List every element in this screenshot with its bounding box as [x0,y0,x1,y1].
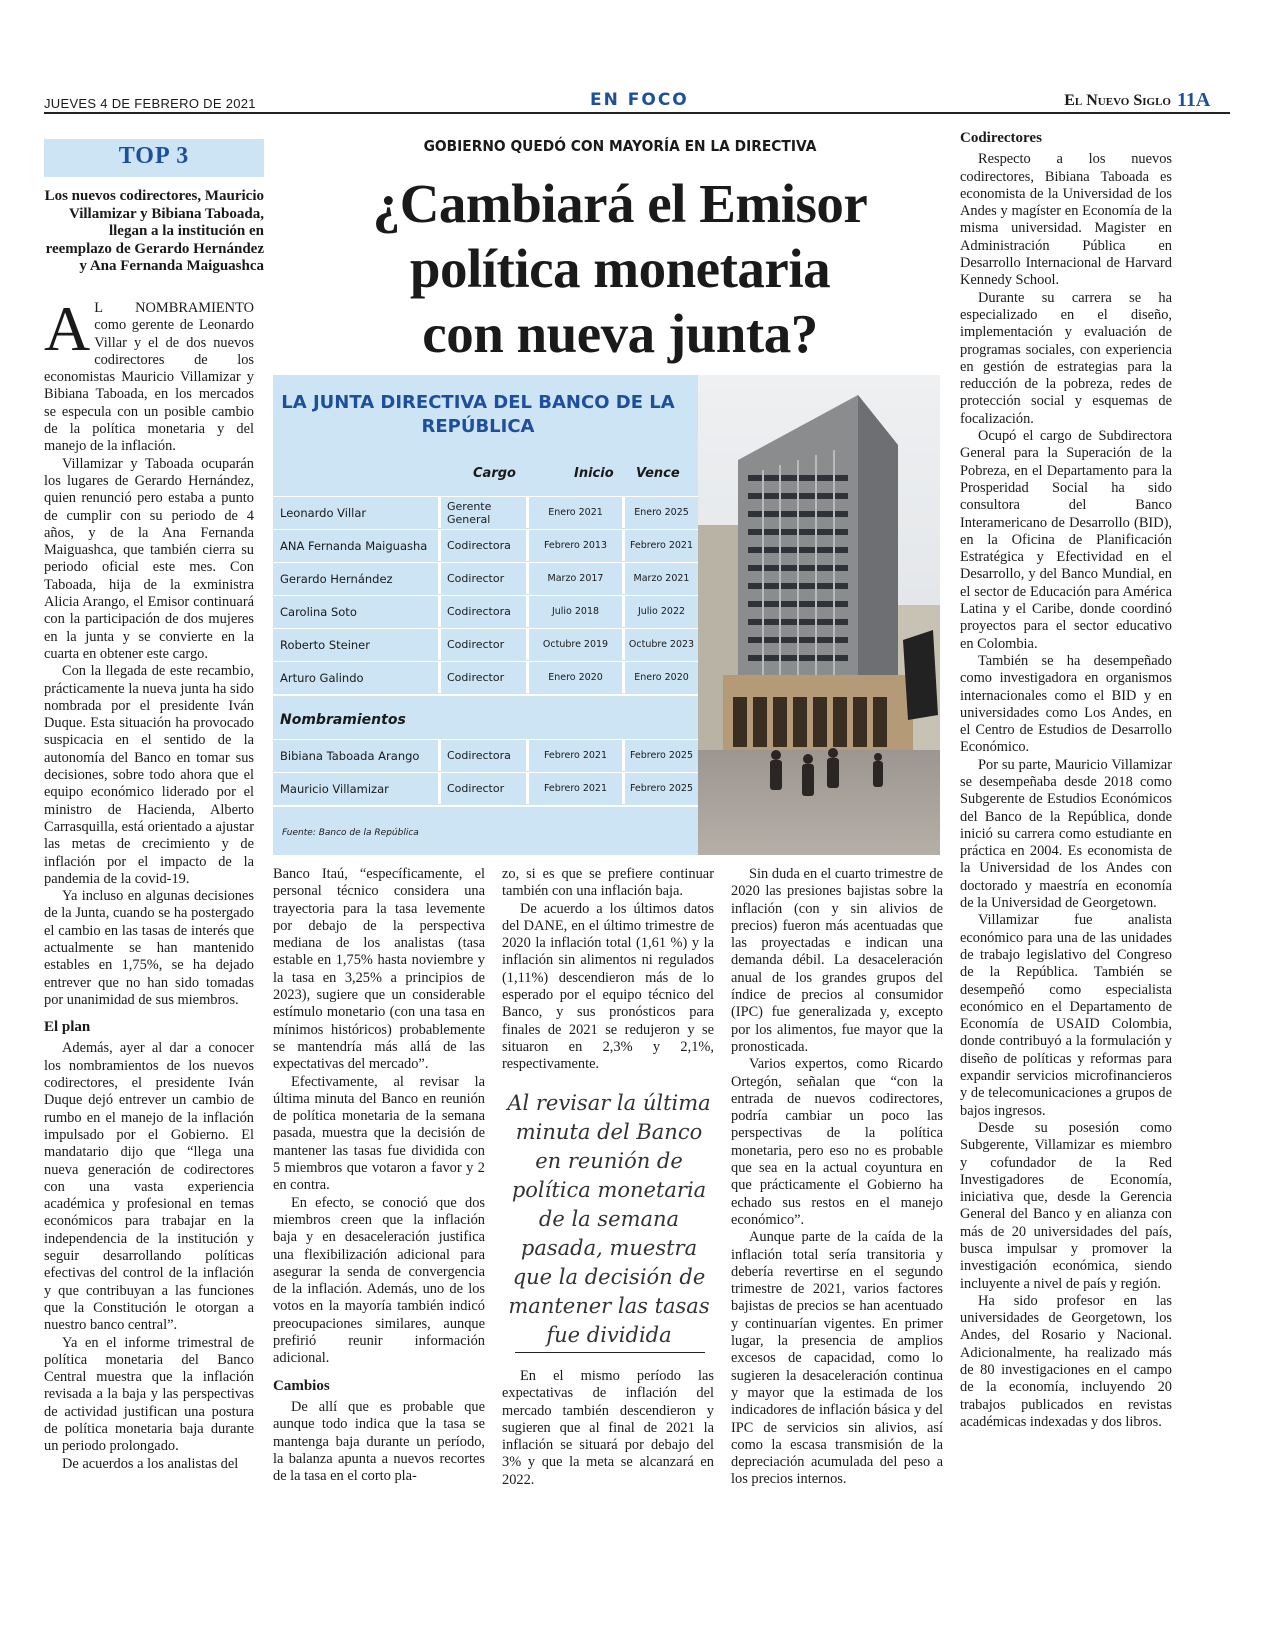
subhead-codirectores: Codirectores [960,130,1042,146]
subhead-plan: El plan [44,1019,91,1036]
bank-building-photo [698,375,940,855]
nombramientos-title: Nombramientos [280,712,406,728]
table-rule [273,694,698,696]
body-paragraph: Villamizar y Taboada ocuparán los lugares de Gerardo Hernández, quien renunció pero estaba a punto de cumplir con su periodo de 4 años, y de la Ana Fernanda Maiguashca, que también cierra su periodo oficial este mes. Con Taboada, hija de la exministra Alicia Arango, el Emisor continuará con la participación de dos mujeres en la junta y se convierte en la cuarta en obtener este cargo. [44,455,254,662]
header-rule [44,112,1230,114]
cell-name: Carolina Soto [273,596,441,627]
cell-vence: Enero 2020 [625,662,698,693]
column-3 [502,866,714,1074]
table-row [273,562,698,595]
body-paragraph: Aunque parte de la caída de la inflación total sería transitoria y debería revertirse en el segundo trimestre de 2021, varios factores bajistas de precios se han acentuado y continuarían vigentes. En primer lugar, la presencia de amplios excesos de capacidad, como lo sugieren la desaceleración continua y mayor que la estimada de los indicadores de inflación básica y del IPC de servicios sin alivios, así como la escasa transmisión de la depreciación acumulada del peso a los precios internos. [731,1229,943,1488]
drop-cap: A [44,293,91,364]
issue-date: JUEVES 4 DE FEBRERO DE 2021 [44,96,256,111]
subhead-cambios: Cambios [273,1377,330,1394]
body-paragraph: Sin duda en el cuarto trimestre de 2020 las presiones bajistas sobre la inflación (con y sin alivios de precios) fueron más acentuadas que las proyectadas e indican una demanda débil. La desaceleración anual de los grandes grupos del índice de precios al consumidor (IPC) fue generalizada y, excepto por los alimentos, fue mayor que la pronosticada. [731,866,943,1055]
column-1 [44,293,254,1473]
publication-name: El Nuevo Siglo [1064,92,1171,109]
cell-cargo: Codirectora [441,596,529,627]
lead-paragraph: A L NOMBRAMIENTO como gerente de Leonardo Villar y el de dos nuevos codirectores de los economistas Mauricio Villamizar y Bibiana Taboada, en los mercados se especula con un posible cambio de la política monetaria y del manejo de la inflación. [44,293,254,455]
cell-vence: Enero 2025 [625,497,698,528]
building-illustration [698,375,940,855]
body-paragraph: Por su parte, Mauricio Villamizar se desempeñaba desde 2018 como Subgerente de Estudios Económicos del Banco de la República, donde inició su carrera como estudiante en práctica en 2004. Es economista de la Universidad de los Andes con doctorado y maestría en economía de la Universidad de Georgetown. [960,756,1172,912]
cell-cargo: Gerente General [441,497,529,528]
top3-summary: Los nuevos codirectores, Mauricio Villamizar y Bibiana Taboada, llegan a la institución en reemplazo de Gerardo Hernández y Ana Fernanda Maiguashca [44,188,264,274]
body-paragraph: Durante su carrera se ha especializado en el diseño, implementación y evaluación de programas sociales, con experiencia en gestión de estrategias para la reducción de la pobreza, redes de protección social y esquemas de focalización. [960,289,1172,427]
cell-cargo: Codirectora [441,530,529,561]
cell-name: Arturo Galindo [273,662,441,693]
table-row [273,595,698,628]
body-paragraph: Ya en el informe trimestral de política monetaria del Banco Central muestra que la inflación revisada a la baja y las perspectivas de actividad justifican una postura de política monetaria baja durante un periodo prolongado. [44,1334,254,1455]
cell-name: Gerardo Hernández [273,563,441,594]
cell-vence: Febrero 2021 [625,530,698,561]
cell-name: Roberto Steiner [273,629,441,660]
body-paragraph: Ha sido profesor en las universidades de Georgetown, los Andes, del Rosario y Nacional. Adicionalmente, ha realizado más de 80 investigaciones en el campo de la economía, incluyendo 20 trabajos publicados en revistas académicas indexadas y dos libros. [960,1292,1172,1430]
body-paragraph: Villamizar fue analista económico para una de las unidades de trabajo legislativo del Congreso de la República. También se desempeñó como especialista económico en el Departamento de Economía de USAID Colombia, donde contribuyó a la formulación y diseño de políticas y reformas para expandir servicios microfinancieros y de telecomunicaciones a grupos de bajos ingresos. [960,912,1172,1119]
cell-cargo: Codirector [441,773,529,804]
cell-name: ANA Fernanda Maiguasha [273,530,441,561]
body-paragraph: Ocupó el cargo de Subdirectora General para la Superación de la Pobreza, en el Departamento para la Prosperidad Social ha sido consultora del Banco Interamericano de Desarrollo (BID), en la Oficina de Planificación Estratégica y Efectividad en el Desarrollo, y del Banco Mundial, en el sector de Educación para América Latina y el Caribe, donde coordinó proyectos para el sector educativo en Colombia. [960,428,1172,652]
table-row [273,772,698,805]
section-name: EN FOCO [590,90,689,110]
header-inicio: Inicio [574,466,614,481]
cell-inicio: Julio 2018 [529,596,625,627]
headline-line: ¿Cambiará el Emisor [372,173,868,234]
cell-vence: Julio 2022 [625,596,698,627]
column-4 [731,866,943,1489]
cell-inicio: Octubre 2019 [529,629,625,660]
body-paragraph: Además, ayer al dar a conocer los nombramientos de los nuevos codirectores, el presidente Iván Duque dejó entrever un cambio de rumbo en el manejo de la inflación impulsado por el Gobierno. El mandatario dijo que “llega una nueva generación de codirectores con una vasta experiencia académica y profesional en temas económicos para trabajar en la independencia de la institución y seguir desarrollando políticas efectivas del control de la inflación y que contribuyan a las funciones que la Constitución le otorgan a nuestro banco central”. [44,1040,254,1334]
cell-cargo: Codirector [441,629,529,660]
table-row [273,739,698,772]
top3-title: TOP 3 [118,143,190,169]
pull-quote-rule [515,1352,705,1353]
cell-vence: Octubre 2023 [625,629,698,660]
cell-cargo: Codirectora [441,740,529,771]
column-5 [960,130,1172,1431]
body-paragraph: De allí que es probable que aunque todo indica que la tasa se mantenga baja durante un período, la balanza apunta a nuevos recortes de la tasa en el corto pla- [273,1398,485,1485]
cell-inicio: Febrero 2021 [529,740,625,771]
body-paragraph: Varios expertos, como Ricardo Ortegón, señalan que “con la entrada de nuevos codirectores, podría cambiar un poco las perspectivas de la política monetaria, pero eso no es probable que sea en la actual coyuntura en que prácticamente el Gobierno ha echado sus restos en el manejo económico”. [731,1056,943,1228]
body-paragraph: De acuerdo a los últimos datos del DANE, en el último trimestre de 2020 la inflación total (1,61 %) y la inflación sin alimentos ni regulados (1,11%) descendieron más de lo esperado por el equipo técnico del Banco, y sus pronósticos para finales de 2021 se redujeron y se situaron en 2,3% y 2,1%, respectivamente. [502,900,714,1073]
cell-name: Bibiana Taboada Arango [273,740,441,771]
pull-quote: Al revisar la última minuta del Banco en reunión de política monetaria de la semana pasada, muestra que la decisión de mantener las tasas fue dividida [507,1091,711,1347]
body-paragraph: También se ha desempeñado como investigadora en organismos internacionales como el BID y en universidades como Los Andes, en el Centro de Estudios de Desarrollo Económico. [960,652,1172,756]
cell-name: Leonardo Villar [273,497,441,528]
cell-inicio: Enero 2021 [529,497,625,528]
column-3-bottom [502,1368,714,1489]
cell-cargo: Codirector [441,563,529,594]
article-kicker: GOBIERNO QUEDÓ CON MAYORÍA EN LA DIRECTIVA [423,137,817,155]
page-number: 11A [1177,89,1211,111]
cell-inicio: Febrero 2021 [529,773,625,804]
table-rule [273,805,698,807]
cell-name: Mauricio Villamizar [273,773,441,804]
cell-vence: Febrero 2025 [625,773,698,804]
body-paragraph: De acuerdos a los analistas del [62,1455,239,1472]
body-paragraph: Desde su posesión como Subgerente, Villamizar es miembro y cofundador de la Red Investigadores de Economía, iniciativa que, desde la Gerencia General del Banco y en alianza con más de 20 universidades del país, busca impulsar y promover la investigación económica, siendo incluyente a nivel de país y región. [960,1119,1172,1292]
table-row [273,496,698,529]
table-row [273,529,698,562]
body-paragraph: En el mismo período las expectativas de inflación del mercado también descendieron y sugieren que al final de 2021 la inflación se situará por debajo del 3% y que la meta se alcanzará en 2022. [502,1368,714,1488]
article-headline [300,171,940,366]
headline-line: política monetaria [409,238,831,299]
cell-vence: Marzo 2021 [625,563,698,594]
table-title: LA JUNTA DIRECTIVA DEL BANCO DE LA REPÚBLICA [281,392,675,437]
cell-cargo: Codirector [441,662,529,693]
cell-vence: Febrero 2025 [625,740,698,771]
table-row [273,661,698,694]
headline-line: con nueva junta? [422,303,818,364]
column-2 [273,866,485,1485]
cell-inicio: Enero 2020 [529,662,625,693]
table-source: Fuente: Banco de la República [282,828,419,838]
header-cargo: Cargo [473,466,516,481]
body-paragraph: Respecto a los nuevos codirectores, Bibiana Taboada es economista de la Universidad de los Andes y magíster en Economía de la misma universidad. Magister en Administración Pública en Desarrollo Internacional de Harvard Kennedy School. [960,151,1172,289]
body-paragraph: Banco Itaú, “específicamente, el personal técnico considera una trayectoria para la tasa levemente por debajo de la perspectiva mediana de los analistas (tasa estable en 1,75% hasta noviembre y la tasa en 3,25% a principios de 2023), sugiere que un considerable estímulo monetario (con una tasa en mínimos históricos) probablemente se mantendría más allá de las expectativas del mercado”. [273,866,485,1073]
header-vence: Vence [636,466,680,481]
cell-inicio: Marzo 2017 [529,563,625,594]
body-paragraph: zo, si es que se prefiere continuar también con una inflación baja. [502,866,714,900]
body-paragraph: En efecto, se conoció que dos miembros creen que la inflación baja y en desaceleración justifica una flexibilización adicional para asegurar la senda de convergencia de la inflación. Además, uno de los votos en la mayoría también indicó preocupaciones similares, aunque prefirió reunir información adicional. [273,1194,485,1367]
cell-inicio: Febrero 2013 [529,530,625,561]
body-paragraph: Con la llegada de este recambio, prácticamente la nueva junta ha sido nombrada por el presidente Iván Duque. Esta situación ha provocado suspicacia en el sentido de la autonomía del Banco en tomar sus decisiones, sobre todo ahora que el equipo económico liderado por el ministro de Hacienda, Alberto Carrasquilla, está orientado a ajustar las metas de crecimiento y de inflación por el impacto de la pandemia de la covid-19. [44,663,254,887]
table-row [273,628,698,661]
body-paragraph: Ya incluso en algunas decisiones de la Junta, cuando se ha postergado el cambio en las tasas de interés que actualmente se han mantenido estables en 1,75%, se ha dejado entrever que no han sido tomadas por unanimidad de sus miembros. [44,888,254,1008]
body-paragraph: Efectivamente, al revisar la última minuta del Banco en reunión de política monetaria de la semana pasada, muestra que la decisión de mantener las tasas fue dividida con 5 miembros que votaron a favor y 2 en contra. [273,1073,485,1194]
